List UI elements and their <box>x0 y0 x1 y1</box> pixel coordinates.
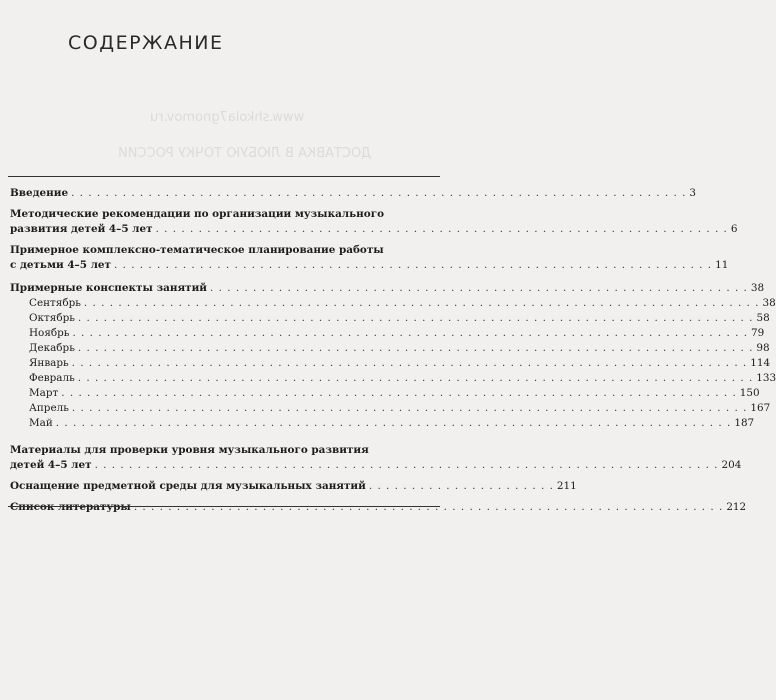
toc-page-number: 6 <box>730 223 738 235</box>
toc-page-number: 38 <box>750 282 765 294</box>
toc-page-number: 98 <box>756 342 770 354</box>
leader-dots: . . . . . . . . . . . . . . . . . . . . . . . . . . . . . . . . . . . . . . . . . . . . . . . . . . . . . . . . . . . . . . . . . . . . . . . . . . . . . . . <box>55 417 732 429</box>
toc-subentry-title: Январь <box>29 357 69 369</box>
toc-subentry-title: Декабрь <box>29 342 75 354</box>
toc-subentry-title: Ноябрь <box>29 327 70 339</box>
toc-entry-references[interactable] <box>10 500 747 515</box>
toc-entry-planning[interactable] <box>10 243 729 273</box>
toc-entry-environment[interactable] <box>10 479 577 494</box>
leader-dots: . . . . . . . . . . . . . . . . . . . . . . . . . . . . . . . . . . . . . . . . . . . . . . . . . . . . . . . . . . . . . . . . . . . . . . . . . . . . . . . <box>77 342 754 354</box>
leader-dots: . . . . . . . . . . . . . . . . . . . . . . . . . . . . . . . . . . . . . . . . . . . . . . . . . . . . . . . . . . . . . . . . . . . . . . . . . <box>94 459 719 471</box>
toc-entry-intro[interactable] <box>10 186 697 201</box>
toc-subentry-january[interactable] <box>10 356 771 371</box>
toc-entry-methodology[interactable] <box>10 207 738 237</box>
toc-entry-lessons[interactable] <box>10 281 765 296</box>
toc-entry-title-cont: с детьми 4–5 лет <box>10 259 111 271</box>
leader-dots: . . . . . . . . . . . . . . . . . . . . . . . . . . . . . . . . . . . . . . . . . . . . . . . . . . . . . . . . . . . . . . . . . . . . . . . . . . . . . . . <box>77 312 754 324</box>
toc-entry-title: Примерные конспекты занятий <box>10 282 207 294</box>
toc-subentry-title: Сентябрь <box>29 297 81 309</box>
toc-page-number: 211 <box>556 480 577 492</box>
toc-entry-title: Материалы для проверки уровня музыкального развития <box>10 444 369 456</box>
toc-subentry-title: Октябрь <box>29 312 75 324</box>
toc-entry-title-cont: развития детей 4–5 лет <box>10 223 153 235</box>
toc-subentry-title: Февраль <box>29 372 75 384</box>
leader-dots: . . . . . . . . . . . . . . . . . . . . . . . . . . . . . . . . . . . . . . . . . . . . . . . . . . . . . . . . . . . . . . . . . . . . . . . . . . . . . . . <box>71 402 748 414</box>
leader-dots: . . . . . . . . . . . . . . . . . . . . . . <box>368 480 554 492</box>
toc-entry-assessment[interactable] <box>10 443 742 473</box>
toc-page-number: 150 <box>739 387 760 399</box>
table-of-contents <box>10 186 776 515</box>
toc-subentry-october[interactable] <box>10 311 770 326</box>
toc-subentry-april[interactable] <box>10 401 771 416</box>
bottom-divider <box>8 506 440 507</box>
toc-entry-title: Методические рекомендации по организации музыкального <box>10 208 385 220</box>
toc-page-number: 212 <box>726 501 747 513</box>
toc-page-number: 133 <box>756 372 776 384</box>
toc-page-number: 187 <box>734 417 755 429</box>
toc-page-number: 114 <box>750 357 771 369</box>
toc-entry-title: Список литературы <box>10 501 131 513</box>
toc-subentry-title: Март <box>29 387 59 399</box>
leader-dots: . . . . . . . . . . . . . . . . . . . . . . . . . . . . . . . . . . . . . . . . . . . . . . . . . . . . . . . . . . . . . . . . . . . . . . . . . . . . . . . <box>77 372 754 384</box>
toc-page-number: 3 <box>689 187 697 199</box>
toc-subentry-title: Май <box>29 417 53 429</box>
toc-page-number: 167 <box>750 402 771 414</box>
toc-entry-title: Оснащение предметной среды для музыкальных занятий <box>10 480 366 492</box>
leader-dots: . . . . . . . . . . . . . . . . . . . . . . . . . . . . . . . . . . . . . . . . . . . . . . . . . . . . . . . . . . . . . . . . . . . . . . . . . . . . . . . <box>83 297 760 309</box>
top-divider <box>8 176 440 177</box>
toc-entry-title: Введение <box>10 187 69 199</box>
leader-dots: . . . . . . . . . . . . . . . . . . . . . . . . . . . . . . . . . . . . . . . . . . . . . . . . . . . . . . . . . . . . . . . . . . . . . . . . . . . . . . . <box>61 387 737 399</box>
leader-dots: . . . . . . . . . . . . . . . . . . . . . . . . . . . . . . . . . . . . . . . . . . . . . . . . . . . . . . . . . . . . . . . . . . . . . . . . . . . . . . . <box>72 327 748 339</box>
bleed-through-delivery: ДОСТАВКА В ЛЮБУЮ ТОЧКУ РОССИИ <box>118 146 372 161</box>
leader-dots: . . . . . . . . . . . . . . . . . . . . . . . . . . . . . . . . . . . . . . . . . . . . . . . . . . . . . . . . . . . . . . . . . . . <box>155 223 728 235</box>
toc-page-number: 58 <box>756 312 770 324</box>
leader-dots: . . . . . . . . . . . . . . . . . . . . . . . . . . . . . . . . . . . . . . . . . . . . . . . . . . . . . . . . . . . . . . . . . . . . . . . . . . . . . . . <box>71 357 748 369</box>
toc-entry-title-cont: детей 4–5 лет <box>10 459 92 471</box>
leader-dots: . . . . . . . . . . . . . . . . . . . . . . . . . . . . . . . . . . . . . . . . . . . . . . . . . . . . . . . . . . . . . . . <box>210 282 748 294</box>
leader-dots: . . . . . . . . . . . . . . . . . . . . . . . . . . . . . . . . . . . . . . . . . . . . . . . . . . . . . . . . . . . . . . . . . . . . . <box>133 501 724 513</box>
toc-subentry-march[interactable] <box>10 386 760 401</box>
toc-subentry-may[interactable] <box>10 416 755 431</box>
toc-page-number: 11 <box>715 259 729 271</box>
leader-dots: . . . . . . . . . . . . . . . . . . . . . . . . . . . . . . . . . . . . . . . . . . . . . . . . . . . . . . . . . . . . . . . . . . . . . . . . <box>71 187 687 199</box>
toc-page-number: 79 <box>751 327 765 339</box>
toc-entry-title: Примерное комплексно-тематическое планирование работы <box>10 244 384 256</box>
toc-subentry-november[interactable] <box>10 326 765 341</box>
toc-subentry-february[interactable] <box>10 371 776 386</box>
page-title: СОДЕРЖАНИЕ <box>68 32 224 54</box>
toc-page-number: 204 <box>721 459 742 471</box>
toc-page-number: 38 <box>762 297 776 309</box>
leader-dots: . . . . . . . . . . . . . . . . . . . . . . . . . . . . . . . . . . . . . . . . . . . . . . . . . . . . . . . . . . . . . . . . . . . . . . <box>113 259 713 271</box>
bleed-through-url: www.shkola7gnomov.ru <box>150 110 305 125</box>
toc-subentry-title: Апрель <box>29 402 69 414</box>
toc-subentry-september[interactable] <box>10 296 776 311</box>
toc-subentry-december[interactable] <box>10 341 770 356</box>
